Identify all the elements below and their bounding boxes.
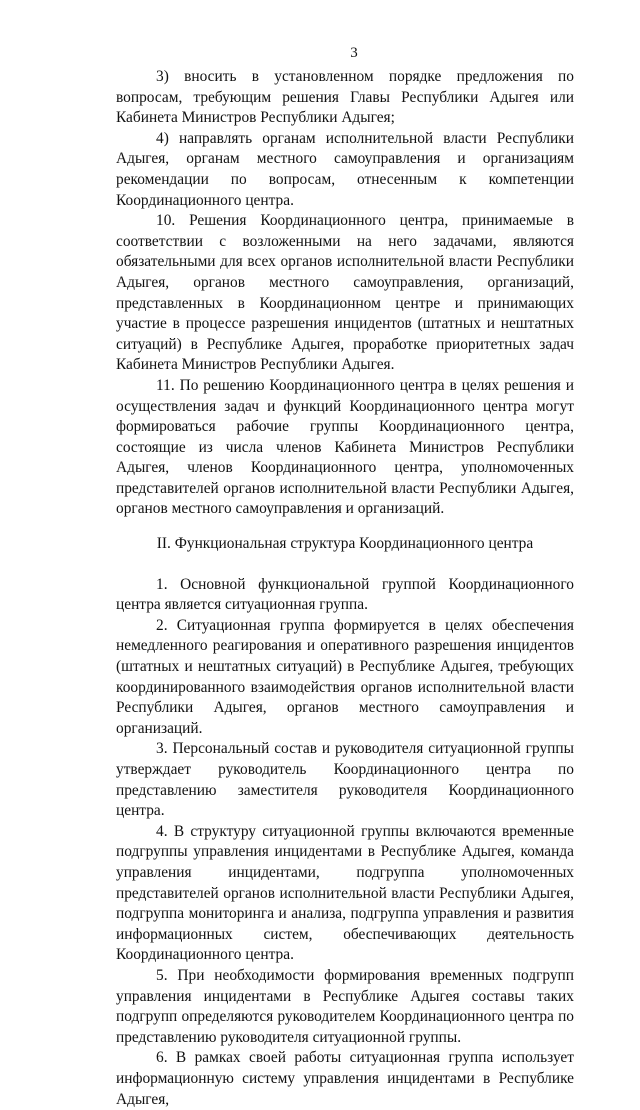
paragraph-section2-item-4: 4. В структуру ситуационной группы включаются временные подгруппы управления инцидентами в Республике Адыгея, команда управления инцидентами, подгруппа уполномоченных представителей органов исполнительной власти Республики Адыгея, подгруппа мониторинга и анализа, подгруппа управления и развития информационных систем, обеспечивающих деятельность Координационного центра. [116,822,574,964]
paragraph-item-10: 10. Решения Координационного центра, принимаемые в соответствии с возложенными на него задачами, являются обязательными для всех органов исполнительной власти Республики Адыгея, органов местного самоуправления, организаций, представленных в Координационном центре и принимающих участие в процессе разрешения инцидентов (штатных и нештатных ситуаций) в Республике Адыгея, проработке приоритетных задач Кабинета Министров Республики Адыгея. [116,212,574,374]
paragraph-section2-item-1: 1. Основной функциональной группой Координационного центра является ситуационная группа. [116,575,574,614]
paragraph-section2-item-5: 5. При необходимости формирования временных подгрупп управления инцидентами в Республике Адыгея составы таких подгрупп определяются руководителем Координационного центра по представлению руководителя ситуационной группы. [116,966,574,1046]
paragraph-item-11: 11. По решению Координационного центра в целях решения и осуществления задач и функций Координационного центра могут формироваться рабочие группы Координационного центра, состоящие из числа членов Кабинета Министров Республики Адыгея, членов Координационного центра, уполномоченных представителей органов исполнительной власти Республики Адыгея, органов местного самоуправления и организаций. [116,376,574,518]
section-heading: II. Функциональная структура Координационного центра [156,535,534,553]
paragraph-section2-item-6: 6. В рамках своей работы ситуационная группа использует информационную систему управления инцидентами в Республике Адыгея, [116,1049,574,1108]
paragraph-subitem-3: 3) вносить в установленном порядке предложения по вопросам, требующим решения Главы Республики Адыгея или Кабинета Министров Республики Адыгея; [116,68,574,127]
paragraph-subitem-4: 4) направлять органам исполнительной власти Республики Адыгея, органам местного самоуправления и организациям рекомендации по вопросам, отнесенным к компетенции Координационного центра. [116,129,574,209]
paragraph-section2-item-3: 3. Персональный состав и руководителя ситуационной группы утверждает руководитель Координационного центра по представлению заместителя руководителя Координационного центра. [116,740,574,820]
paragraph-section2-item-2: 2. Ситуационная группа формируется в целях обеспечения немедленного реагирования и оперативного разрешения инцидентов (штатных и нештатных ситуаций) в Республике Адыгея, требующих координированного взаимодействия органов исполнительной власти Республики Адыгея, органов местного самоуправления и организаций. [116,616,574,737]
page-number: 3 [350,45,358,61]
